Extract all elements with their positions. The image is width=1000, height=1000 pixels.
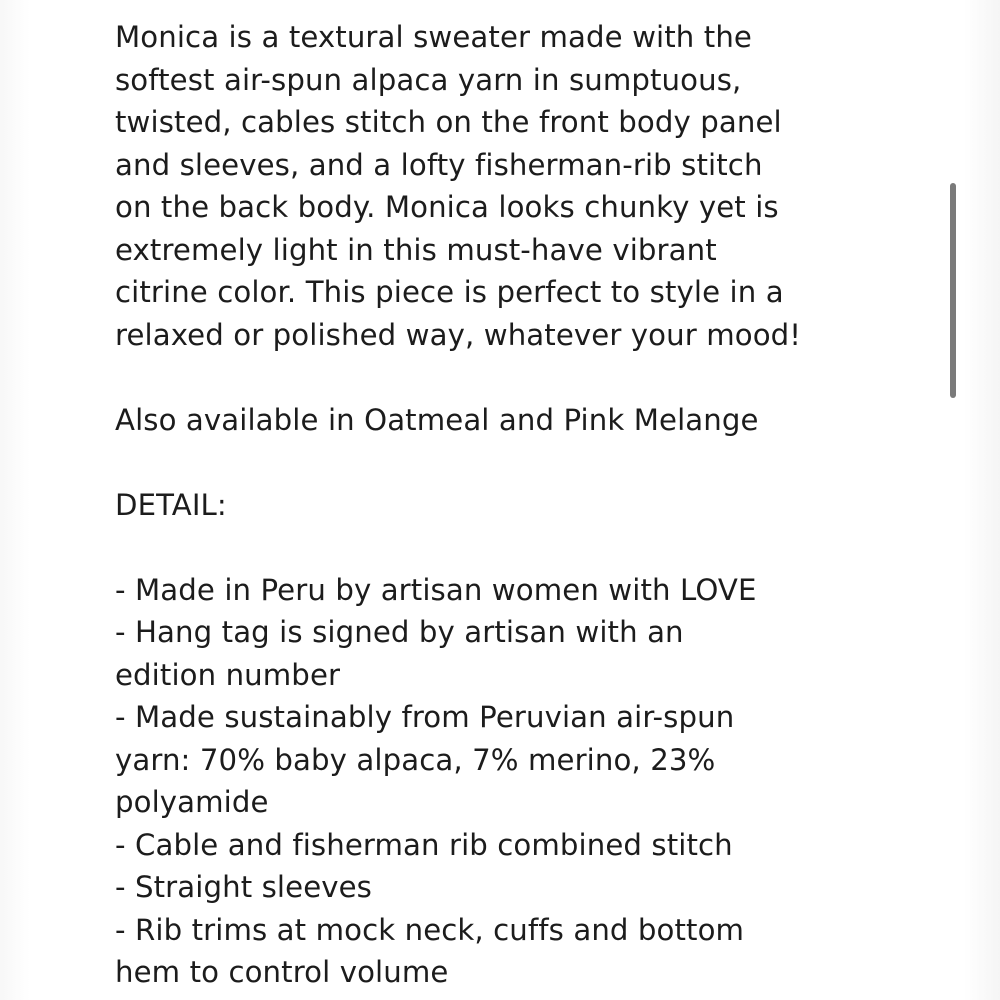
detail-line: - Straight sleeves (115, 870, 372, 904)
detail-heading: DETAIL: (115, 487, 227, 522)
product-description-text (115, 16, 855, 994)
intro-line: citrine color. This piece is perfect to style in a (115, 275, 784, 309)
paragraph-spacer (115, 526, 855, 569)
detail-line: - Made in Peru by artisan women with LOVE (115, 572, 757, 607)
intro-line: and sleeves, and a lofty fisherman-rib stitch (115, 147, 763, 182)
right-edge-shade (964, 0, 1000, 1000)
detail-line: hem to control volume (115, 955, 449, 989)
paragraph-spacer (115, 356, 855, 399)
intro-line: extremely light in this must-have vibrant (115, 232, 717, 267)
detail-line: yarn: 70% baby alpaca, 7% merino, 23% (115, 742, 716, 777)
detail-line: polyamide (115, 785, 269, 819)
availability-text: Also available in Oatmeal and Pink Melange (115, 402, 759, 437)
intro-line: relaxed or polished way, whatever your mood! (115, 317, 802, 352)
detail-line: - Rib trims at mock neck, cuffs and bottom (115, 912, 745, 947)
vertical-scrollbar-thumb[interactable] (950, 183, 956, 398)
detail-line: edition number (115, 657, 341, 692)
intro-line: on the back body. Monica looks chunky yet is (115, 190, 779, 224)
intro-line: Monica is a textural sweater made with the (115, 20, 752, 54)
detail-line: - Hang tag is signed by artisan with an (115, 615, 684, 649)
intro-line: twisted, cables stitch on the front body panel (115, 105, 782, 139)
detail-line: - Made sustainably from Peruvian air-spun (115, 700, 735, 734)
left-edge-shade (0, 0, 30, 1000)
intro-line: softest air-spun alpaca yarn in sumptuous, (115, 62, 742, 97)
paragraph-spacer (115, 441, 855, 484)
detail-line: - Cable and fisherman rib combined stitch (115, 827, 733, 862)
